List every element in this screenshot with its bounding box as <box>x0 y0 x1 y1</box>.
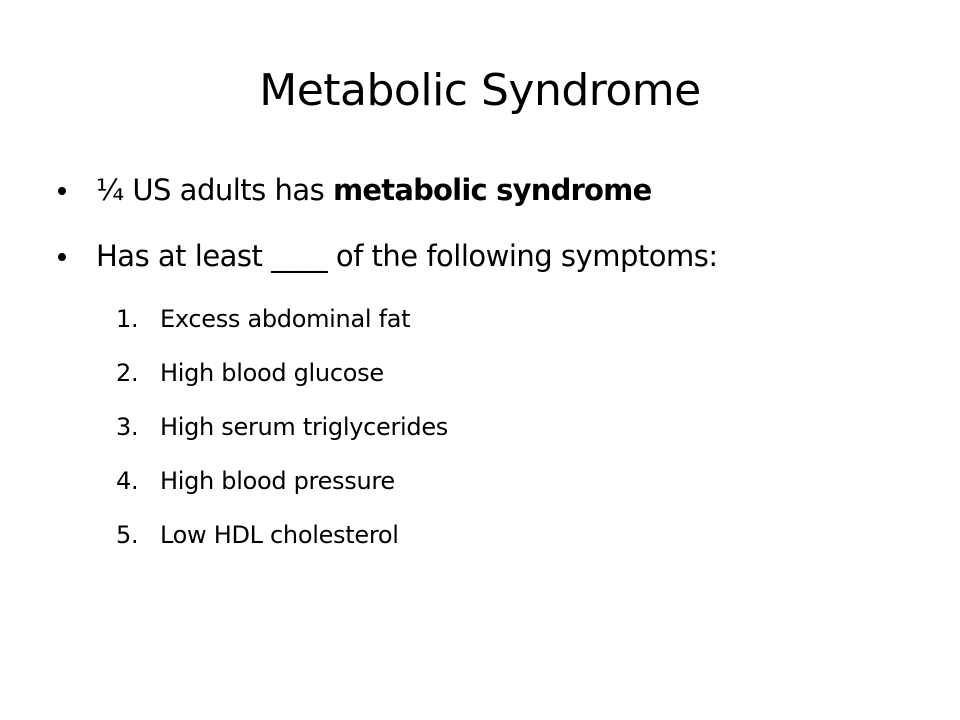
symptom-number: 4. <box>116 467 139 495</box>
symptom-number: 3. <box>116 413 139 441</box>
symptom-text: High blood glucose <box>160 359 384 387</box>
symptom-text: High blood pressure <box>160 467 395 495</box>
symptom-number: 5. <box>116 521 139 549</box>
symptom-text: Low HDL cholesterol <box>160 521 399 549</box>
symptom-item <box>116 518 816 552</box>
symptom-number: 1. <box>116 305 139 333</box>
symptom-item <box>116 302 816 336</box>
symptom-text: Excess abdominal fat <box>160 305 411 333</box>
bullet-item <box>58 172 918 208</box>
bullet-text-plain: ¼ US adults has <box>96 173 333 207</box>
bullet-dot-icon <box>58 187 66 195</box>
symptom-item <box>116 356 816 390</box>
slide-title: Metabolic Syndrome <box>259 65 701 116</box>
symptom-item <box>116 410 816 444</box>
symptom-number: 2. <box>116 359 139 387</box>
bullet-text <box>96 173 651 207</box>
bullet-item <box>58 238 918 274</box>
bullet-list <box>58 172 918 304</box>
symptom-item <box>116 464 816 498</box>
bullet-text: Has at least ____ of the following symptoms: <box>96 239 718 273</box>
symptom-list <box>116 302 816 572</box>
bullet-text-bold: metabolic syndrome <box>332 173 652 207</box>
symptom-text: High serum triglycerides <box>160 413 448 441</box>
bullet-dot-icon <box>58 253 66 261</box>
